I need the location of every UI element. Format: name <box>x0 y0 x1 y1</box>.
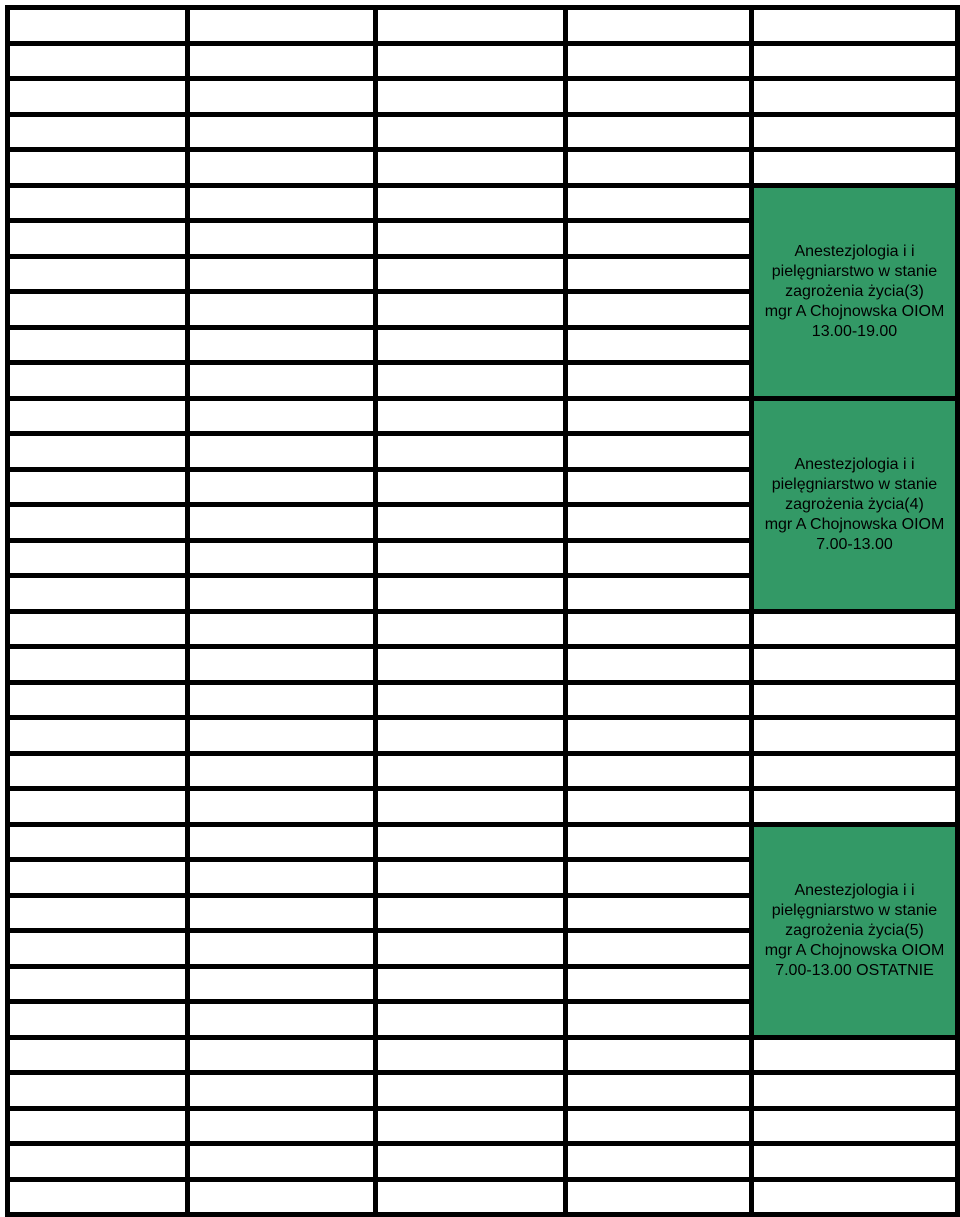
grid-cell <box>185 573 378 614</box>
grid-cell <box>373 218 568 259</box>
grid-cell <box>563 360 754 401</box>
grid-cell <box>749 41 960 82</box>
grid-cell <box>373 254 568 295</box>
grid-cell <box>563 964 754 1005</box>
grid-cell <box>5 751 190 792</box>
grid-cell <box>749 1070 960 1111</box>
class-block-1 <box>749 183 960 401</box>
grid-cell <box>373 41 568 82</box>
grid-cell <box>5 1177 190 1217</box>
grid-cell <box>749 786 960 827</box>
grid-cell <box>185 502 378 543</box>
grid-cell <box>185 964 378 1005</box>
grid-cell <box>5 644 190 685</box>
grid-cell <box>185 147 378 188</box>
grid-cell <box>563 183 754 224</box>
grid-cell <box>5 396 190 437</box>
grid-cell <box>373 1141 568 1182</box>
grid-cell <box>749 147 960 188</box>
grid-cell <box>563 431 754 472</box>
grid-cell <box>749 76 960 117</box>
grid-cell <box>563 218 754 259</box>
grid-cell <box>185 538 378 579</box>
grid-cell <box>5 431 190 472</box>
grid-cell <box>185 41 378 82</box>
grid-cell <box>563 751 754 792</box>
grid-cell <box>5 538 190 579</box>
grid-cell <box>5 218 190 259</box>
grid-cell <box>5 715 190 756</box>
grid-cell <box>373 751 568 792</box>
grid-cell <box>5 928 190 969</box>
grid-cell <box>563 786 754 827</box>
grid-cell <box>373 325 568 366</box>
grid-cell <box>563 502 754 543</box>
grid-cell <box>373 573 568 614</box>
grid-cell <box>373 431 568 472</box>
grid-cell <box>373 1070 568 1111</box>
grid-cell <box>5 76 190 117</box>
grid-cell <box>373 893 568 934</box>
grid-cell <box>5 573 190 614</box>
grid-cell <box>749 112 960 153</box>
grid-cell <box>373 857 568 898</box>
grid-cell <box>185 786 378 827</box>
grid-cell <box>749 751 960 792</box>
grid-cell <box>749 644 960 685</box>
grid-cell <box>749 1177 960 1217</box>
grid-cell <box>563 715 754 756</box>
grid-cell <box>563 147 754 188</box>
grid-cell <box>5 786 190 827</box>
grid-cell <box>373 1106 568 1147</box>
grid-cell <box>563 857 754 898</box>
grid-cell <box>749 680 960 721</box>
grid-cell <box>185 467 378 508</box>
grid-cell <box>373 112 568 153</box>
grid-cell <box>185 76 378 117</box>
grid-cell <box>563 41 754 82</box>
grid-cell <box>563 1141 754 1182</box>
grid-cell <box>563 1177 754 1217</box>
grid-cell <box>563 680 754 721</box>
grid-cell <box>185 254 378 295</box>
grid-cell <box>563 538 754 579</box>
grid-cell <box>185 857 378 898</box>
grid-cell <box>185 325 378 366</box>
grid-cell <box>185 1106 378 1147</box>
grid-cell <box>373 5 568 46</box>
grid-cell <box>373 396 568 437</box>
grid-cell <box>5 893 190 934</box>
grid-cell <box>185 680 378 721</box>
grid-cell <box>5 964 190 1005</box>
grid-cell <box>185 289 378 330</box>
grid-cell <box>563 254 754 295</box>
grid-cell <box>5 289 190 330</box>
grid-cell <box>749 609 960 650</box>
grid-cell <box>373 999 568 1040</box>
grid-cell <box>563 893 754 934</box>
grid-cell <box>563 999 754 1040</box>
grid-cell <box>185 396 378 437</box>
grid-cell <box>5 147 190 188</box>
grid-cell <box>5 1035 190 1076</box>
class-block-text: Anestezjologia i i pielęgniarstwo w stanie zagrożenia życia(3) mgr A Chojnowska OIOM 13.00-19.00 <box>765 242 945 342</box>
grid-cell <box>185 1070 378 1111</box>
grid-cell <box>373 183 568 224</box>
grid-cell <box>5 467 190 508</box>
grid-cell <box>5 822 190 863</box>
grid-cell <box>5 680 190 721</box>
grid-cell <box>373 715 568 756</box>
grid-cell <box>373 467 568 508</box>
grid-cell <box>185 1035 378 1076</box>
grid-cell <box>185 893 378 934</box>
grid-cell <box>185 715 378 756</box>
grid-cell <box>185 999 378 1040</box>
grid-cell <box>563 609 754 650</box>
grid-cell <box>185 5 378 46</box>
grid-cell <box>5 502 190 543</box>
grid-cell <box>373 680 568 721</box>
grid-cell <box>563 822 754 863</box>
grid-cell <box>5 1141 190 1182</box>
grid-cell <box>185 112 378 153</box>
grid-cell <box>373 928 568 969</box>
grid-cell <box>373 822 568 863</box>
grid-cell <box>749 715 960 756</box>
grid-cell <box>749 1106 960 1147</box>
class-block-text: Anestezjologia i i pielęgniarstwo w stanie zagrożenia życia(5) mgr A Chojnowska OIOM 7.00-13.00 OSTATNIE <box>765 881 945 981</box>
grid-cell <box>373 147 568 188</box>
grid-cell <box>5 1070 190 1111</box>
grid-cell <box>5 325 190 366</box>
grid-cell <box>563 76 754 117</box>
grid-cell <box>185 609 378 650</box>
grid-cell <box>5 254 190 295</box>
grid-cell <box>373 609 568 650</box>
grid-cell <box>563 467 754 508</box>
grid-cell <box>563 289 754 330</box>
grid-cell <box>563 644 754 685</box>
grid-cell <box>185 431 378 472</box>
grid-cell <box>185 928 378 969</box>
grid-cell <box>5 112 190 153</box>
grid-cell <box>5 999 190 1040</box>
grid-cell <box>373 538 568 579</box>
grid-cell <box>5 857 190 898</box>
grid-cell <box>185 1141 378 1182</box>
grid-cell <box>185 822 378 863</box>
grid-cell <box>563 928 754 969</box>
grid-cell <box>5 609 190 650</box>
grid-cell <box>563 1070 754 1111</box>
grid-cell <box>373 1177 568 1217</box>
grid-cell <box>563 325 754 366</box>
grid-cell <box>749 5 960 46</box>
class-block-3 <box>749 822 960 1040</box>
grid-cell <box>563 573 754 614</box>
grid-cell <box>373 502 568 543</box>
grid-cell <box>373 360 568 401</box>
grid-cell <box>185 751 378 792</box>
grid-cell <box>373 786 568 827</box>
grid-cell <box>373 644 568 685</box>
grid-cell <box>749 1141 960 1182</box>
class-block-2 <box>749 396 960 614</box>
grid-cell <box>5 360 190 401</box>
grid-cell <box>373 289 568 330</box>
grid-cell <box>563 1106 754 1147</box>
grid-cell <box>373 964 568 1005</box>
grid-cell <box>749 1035 960 1076</box>
grid-cell <box>563 112 754 153</box>
class-block-text: Anestezjologia i i pielęgniarstwo w stanie zagrożenia życia(4) mgr A Chojnowska OIOM 7.00-13.00 <box>765 455 945 555</box>
grid-cell <box>5 1106 190 1147</box>
grid-cell <box>185 360 378 401</box>
grid-cell <box>373 1035 568 1076</box>
grid-cell <box>563 396 754 437</box>
grid-cell <box>185 1177 378 1217</box>
grid-cell <box>563 5 754 46</box>
grid-cell <box>185 218 378 259</box>
grid-cell <box>5 183 190 224</box>
grid-cell <box>5 41 190 82</box>
grid-cell <box>185 183 378 224</box>
grid-cell <box>185 644 378 685</box>
grid-cell <box>563 1035 754 1076</box>
grid-cell <box>373 76 568 117</box>
grid-cell <box>5 5 190 46</box>
